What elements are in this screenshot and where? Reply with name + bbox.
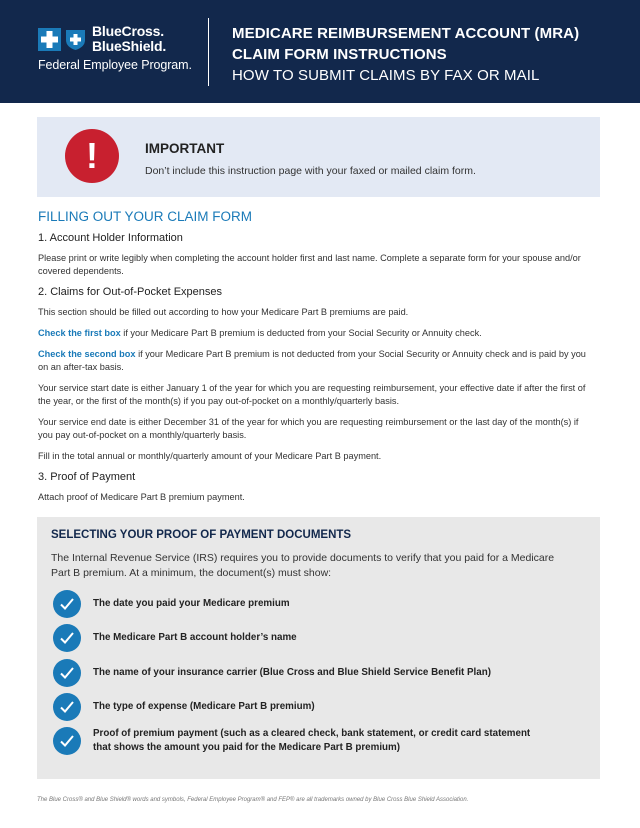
checklist-item: [53, 624, 533, 652]
section2-p2-rest: if your Medicare Part B premium is deducted from your Social Security or Annuity check.: [120, 328, 482, 338]
section2-p6: Fill in the total annual or monthly/quarterly amount of your Medicare Part B payment.: [38, 451, 382, 461]
checklist-text: The date you paid your Medicare premium: [93, 598, 290, 609]
checklist-text: Proof of premium payment (such as a cleared check, bank statement, or credit card statement that shows the amount you paid for the Medicare Part B premium): [93, 728, 531, 753]
check-first-box-link: Check the first box: [38, 328, 121, 338]
checkmark-icon: [53, 693, 81, 721]
logo-line1: BlueCross.: [92, 23, 164, 39]
logo-line3: Federal Employee Program.: [38, 58, 192, 72]
checkmark-icon: [53, 727, 81, 755]
title-line1: MEDICARE REIMBURSEMENT ACCOUNT (MRA): [232, 25, 580, 42]
section2-p3-rest: if your Medicare Part B premium is not deducted from your Social Security or Annuity check and is paid by you on an after-tax basis.: [38, 349, 586, 372]
check-second-box-link: Check the second box: [38, 349, 136, 359]
exclamation-icon: !: [65, 129, 119, 183]
checklist-item: [53, 590, 533, 618]
checklist-item: [53, 727, 533, 755]
title-line2: CLAIM FORM INSTRUCTIONS: [232, 46, 447, 63]
filling-heading: FILLING OUT YOUR CLAIM FORM: [38, 209, 253, 224]
filling-section: [38, 209, 593, 512]
section2-p2: [38, 327, 593, 340]
important-text: Don’t include this instruction page with your faxed or mailed claim form.: [145, 165, 476, 177]
checkmark-icon: [53, 624, 81, 652]
proof-title: SELECTING YOUR PROOF OF PAYMENT DOCUMENTS: [51, 529, 352, 541]
bcbs-logo: [38, 24, 208, 80]
header-titles: [232, 23, 579, 86]
proof-of-payment-box: [37, 517, 600, 779]
important-title: IMPORTANT: [145, 141, 225, 156]
header-divider: [208, 18, 209, 86]
checklist-text: The Medicare Part B account holder’s name: [93, 632, 297, 643]
section3-title: 3. Proof of Payment: [38, 471, 136, 483]
checklist-text: The name of your insurance carrier (Blue Cross and Blue Shield Service Benefit Plan): [93, 667, 491, 678]
checkmark-icon: [53, 590, 81, 618]
cross-icon: [38, 28, 61, 51]
checklist-item: [53, 659, 563, 687]
section2-p4: Your service start date is either January 1 of the year for which you are requesting reimbursement, your effective date if after the first of the year, or the first of the month(s) if you pay out-of-pocket on a monthly/quarterly basis.: [38, 383, 586, 406]
section3-text: Attach proof of Medicare Part B premium payment.: [38, 492, 245, 502]
section2-title: 2. Claims for Out-of-Pocket Expenses: [38, 286, 223, 298]
page-header: [0, 0, 640, 103]
checklist-text: The type of expense (Medicare Part B premium): [93, 701, 315, 712]
section2-p5: Your service end date is either December 31 of the year for which you are requesting reimbursement or the last day of the month(s) if you pay out-of-pocket on a monthly/quarterly basis.: [38, 417, 579, 440]
section2-p1: This section should be filled out according to how your Medicare Part B premiums are paid.: [38, 307, 409, 317]
section1-title: 1. Account Holder Information: [38, 232, 183, 244]
trademark-footer: The Blue Cross® and Blue Shield® words and symbols, Federal Employee Program® and FEP® are all trademarks owned by Blue Cross Blue Shield Association.: [37, 797, 469, 803]
important-notice: [37, 117, 600, 197]
section1-text: Please print or write legibly when completing the account holder first and last name. Complete a separate form for your spouse and/or covered dependents.: [38, 253, 581, 276]
logo-line2: BlueShield.: [92, 38, 167, 54]
shield-icon: [64, 28, 87, 51]
title-line3: HOW TO SUBMIT CLAIMS BY FAX OR MAIL: [232, 67, 540, 84]
checkmark-icon: [53, 659, 81, 687]
checklist-item: [53, 693, 533, 721]
section2-p3: [38, 348, 593, 374]
proof-intro: The Internal Revenue Service (IRS) requires you to provide documents to verify that you paid for a Medicare Part B premium. At a minimum, the document(s) must show:: [51, 552, 555, 579]
